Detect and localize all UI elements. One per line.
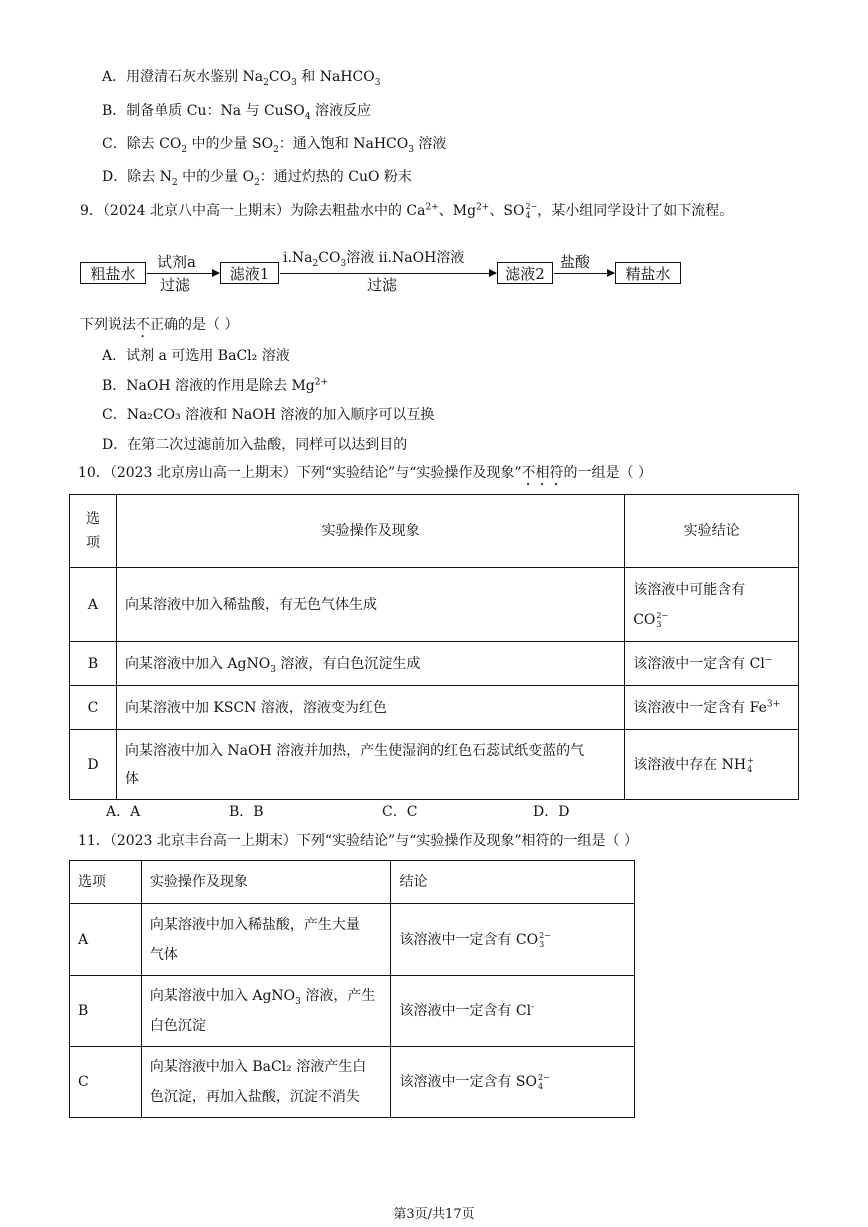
- row-option: C: [70, 1047, 142, 1118]
- row-operation: 向某溶液中加入 AgNO$_3$ 溶液，有白色沉淀生成: [116, 642, 624, 686]
- q9-stem: 9．（2024 北京八中高一上期末）为除去粗盐水中的 $Ca^{2+}$、$Mg^{2+}$、SO 2− 4 ，某小组同学设计了如下流程。: [80, 202, 734, 220]
- q10-table: [69, 494, 799, 800]
- q8-option-b: B．制备单质 Cu：Na 与 CuSO$_4$ 溶液反应: [102, 103, 371, 122]
- row-operation: 向某溶液中加入 NaOH 溶液并加热，产生使湿润的红色石蕊试纸变蓝的气 体: [116, 730, 624, 800]
- row-conclusion: 该溶液中一定含有 $Fe^{3+}$: [625, 686, 799, 730]
- header-option: 选项: [70, 861, 142, 904]
- table-row: [70, 568, 799, 642]
- row-option: A: [70, 904, 142, 976]
- header-conclusion: 结论: [391, 861, 635, 904]
- table-row: [70, 730, 799, 800]
- table-row: [70, 1047, 635, 1118]
- table-header-row: [70, 495, 799, 568]
- flow-label-reagents-2: $i.Na_2CO_3$溶液 ii.NaOH溶液: [283, 250, 465, 269]
- row-option: B: [70, 976, 142, 1047]
- row-option: B: [70, 642, 117, 686]
- q10-answer-a: A．A: [106, 804, 141, 820]
- row-conclusion: 该溶液中一定含有 CO 2− 3: [391, 904, 635, 976]
- row-conclusion: 该溶液中一定含有 SO 2− 4: [391, 1047, 635, 1118]
- table-row: [70, 976, 635, 1047]
- flow-box-crude-brine: 粗盐水: [80, 262, 146, 284]
- q9-option-c: C．Na₂CO₃ 溶液和 NaOH 溶液的加入顺序可以互换: [102, 407, 435, 423]
- q8-option-a: A．用澄清石灰水鉴别 $Na_2CO_3$ 和 NaHCO$_3$: [102, 69, 381, 88]
- table-row: [70, 904, 635, 976]
- flow-box-refined-brine: 精盐水: [615, 262, 681, 284]
- flow-arrow-1: [147, 273, 219, 274]
- q9-prompt: 下列说法不正确的是（ ）: [80, 317, 239, 333]
- row-operation: 向某溶液中加入 AgNO$_3$ 溶液，产生 白色沉淀: [141, 976, 391, 1047]
- row-operation: 向某溶液中加入 BaCl₂ 溶液产生白 色沉淀，再加入盐酸，沉淀不消失: [141, 1047, 391, 1118]
- table-row: [70, 642, 799, 686]
- flow-label-filter-2: 过滤: [367, 276, 398, 294]
- q9-option-d: D．在第二次过滤前加入盐酸，同样可以达到目的: [102, 437, 408, 453]
- row-conclusion: 该溶液中存在 NH + 4: [625, 730, 799, 800]
- row-conclusion: 该溶液中一定含有 Cl−: [625, 642, 799, 686]
- header-operation: 实验操作及现象: [141, 861, 391, 904]
- q8-option-c: C．除去 $CO_2$ 中的少量 $SO_2$：通入饱和 NaHCO$_3$ 溶液: [102, 136, 447, 155]
- row-conclusion: 该溶液中可能含有 CO 2− 3: [625, 568, 799, 642]
- row-option: D: [70, 730, 117, 800]
- page-footer: 第3页/共17页: [393, 1207, 475, 1222]
- q10-answer-b: B．B: [229, 804, 264, 820]
- header-option: 选 项: [70, 495, 117, 568]
- table-header-row: [70, 861, 635, 904]
- row-operation: 向某溶液中加入稀盐酸，有无色气体生成: [116, 568, 624, 642]
- flow-box-filtrate-1: 滤液1: [220, 262, 279, 284]
- flow-label-reagent-a: 试剂a: [157, 253, 196, 271]
- flow-arrow-3: [554, 273, 614, 274]
- row-option: C: [70, 686, 117, 730]
- q9-option-a: A．试剂 a 可选用 BaCl₂ 溶液: [102, 348, 290, 364]
- q11-stem: 11．（2023 北京丰台高一上期末）下列“实验结论”与“实验操作及现象”相符的一组是（ ）: [78, 833, 638, 849]
- row-operation: 向某溶液中加入稀盐酸，产生大量 气体: [141, 904, 391, 976]
- row-operation: 向某溶液中加 KSCN 溶液，溶液变为红色: [116, 686, 624, 730]
- header-operation: 实验操作及现象: [116, 495, 624, 568]
- q11-table: [69, 860, 635, 1118]
- header-conclusion: 实验结论: [625, 495, 799, 568]
- row-option: A: [70, 568, 117, 642]
- flow-arrow-2: [280, 273, 496, 274]
- q8-option-d: D．除去 $N_2$ 中的少量 $O_2$：通过灼热的 CuO 粉末: [102, 169, 412, 188]
- q10-stem: 10．（2023 北京房山高一上期末）下列“实验结论”与“实验操作及现象”不相符的一组是（ ）: [78, 465, 652, 481]
- q10-answer-d: D．D: [533, 804, 570, 820]
- flow-label-hcl: 盐酸: [560, 253, 591, 271]
- flow-box-filtrate-2: 滤液2: [497, 262, 553, 284]
- flow-label-filter-1: 过滤: [160, 276, 191, 294]
- row-conclusion: 该溶液中一定含有 Cl-: [391, 976, 635, 1047]
- q9-option-b: B．NaOH 溶液的作用是除去 $Mg^{2+}$: [102, 377, 329, 394]
- table-row: [70, 686, 799, 730]
- q10-answer-c: C．C: [382, 804, 418, 820]
